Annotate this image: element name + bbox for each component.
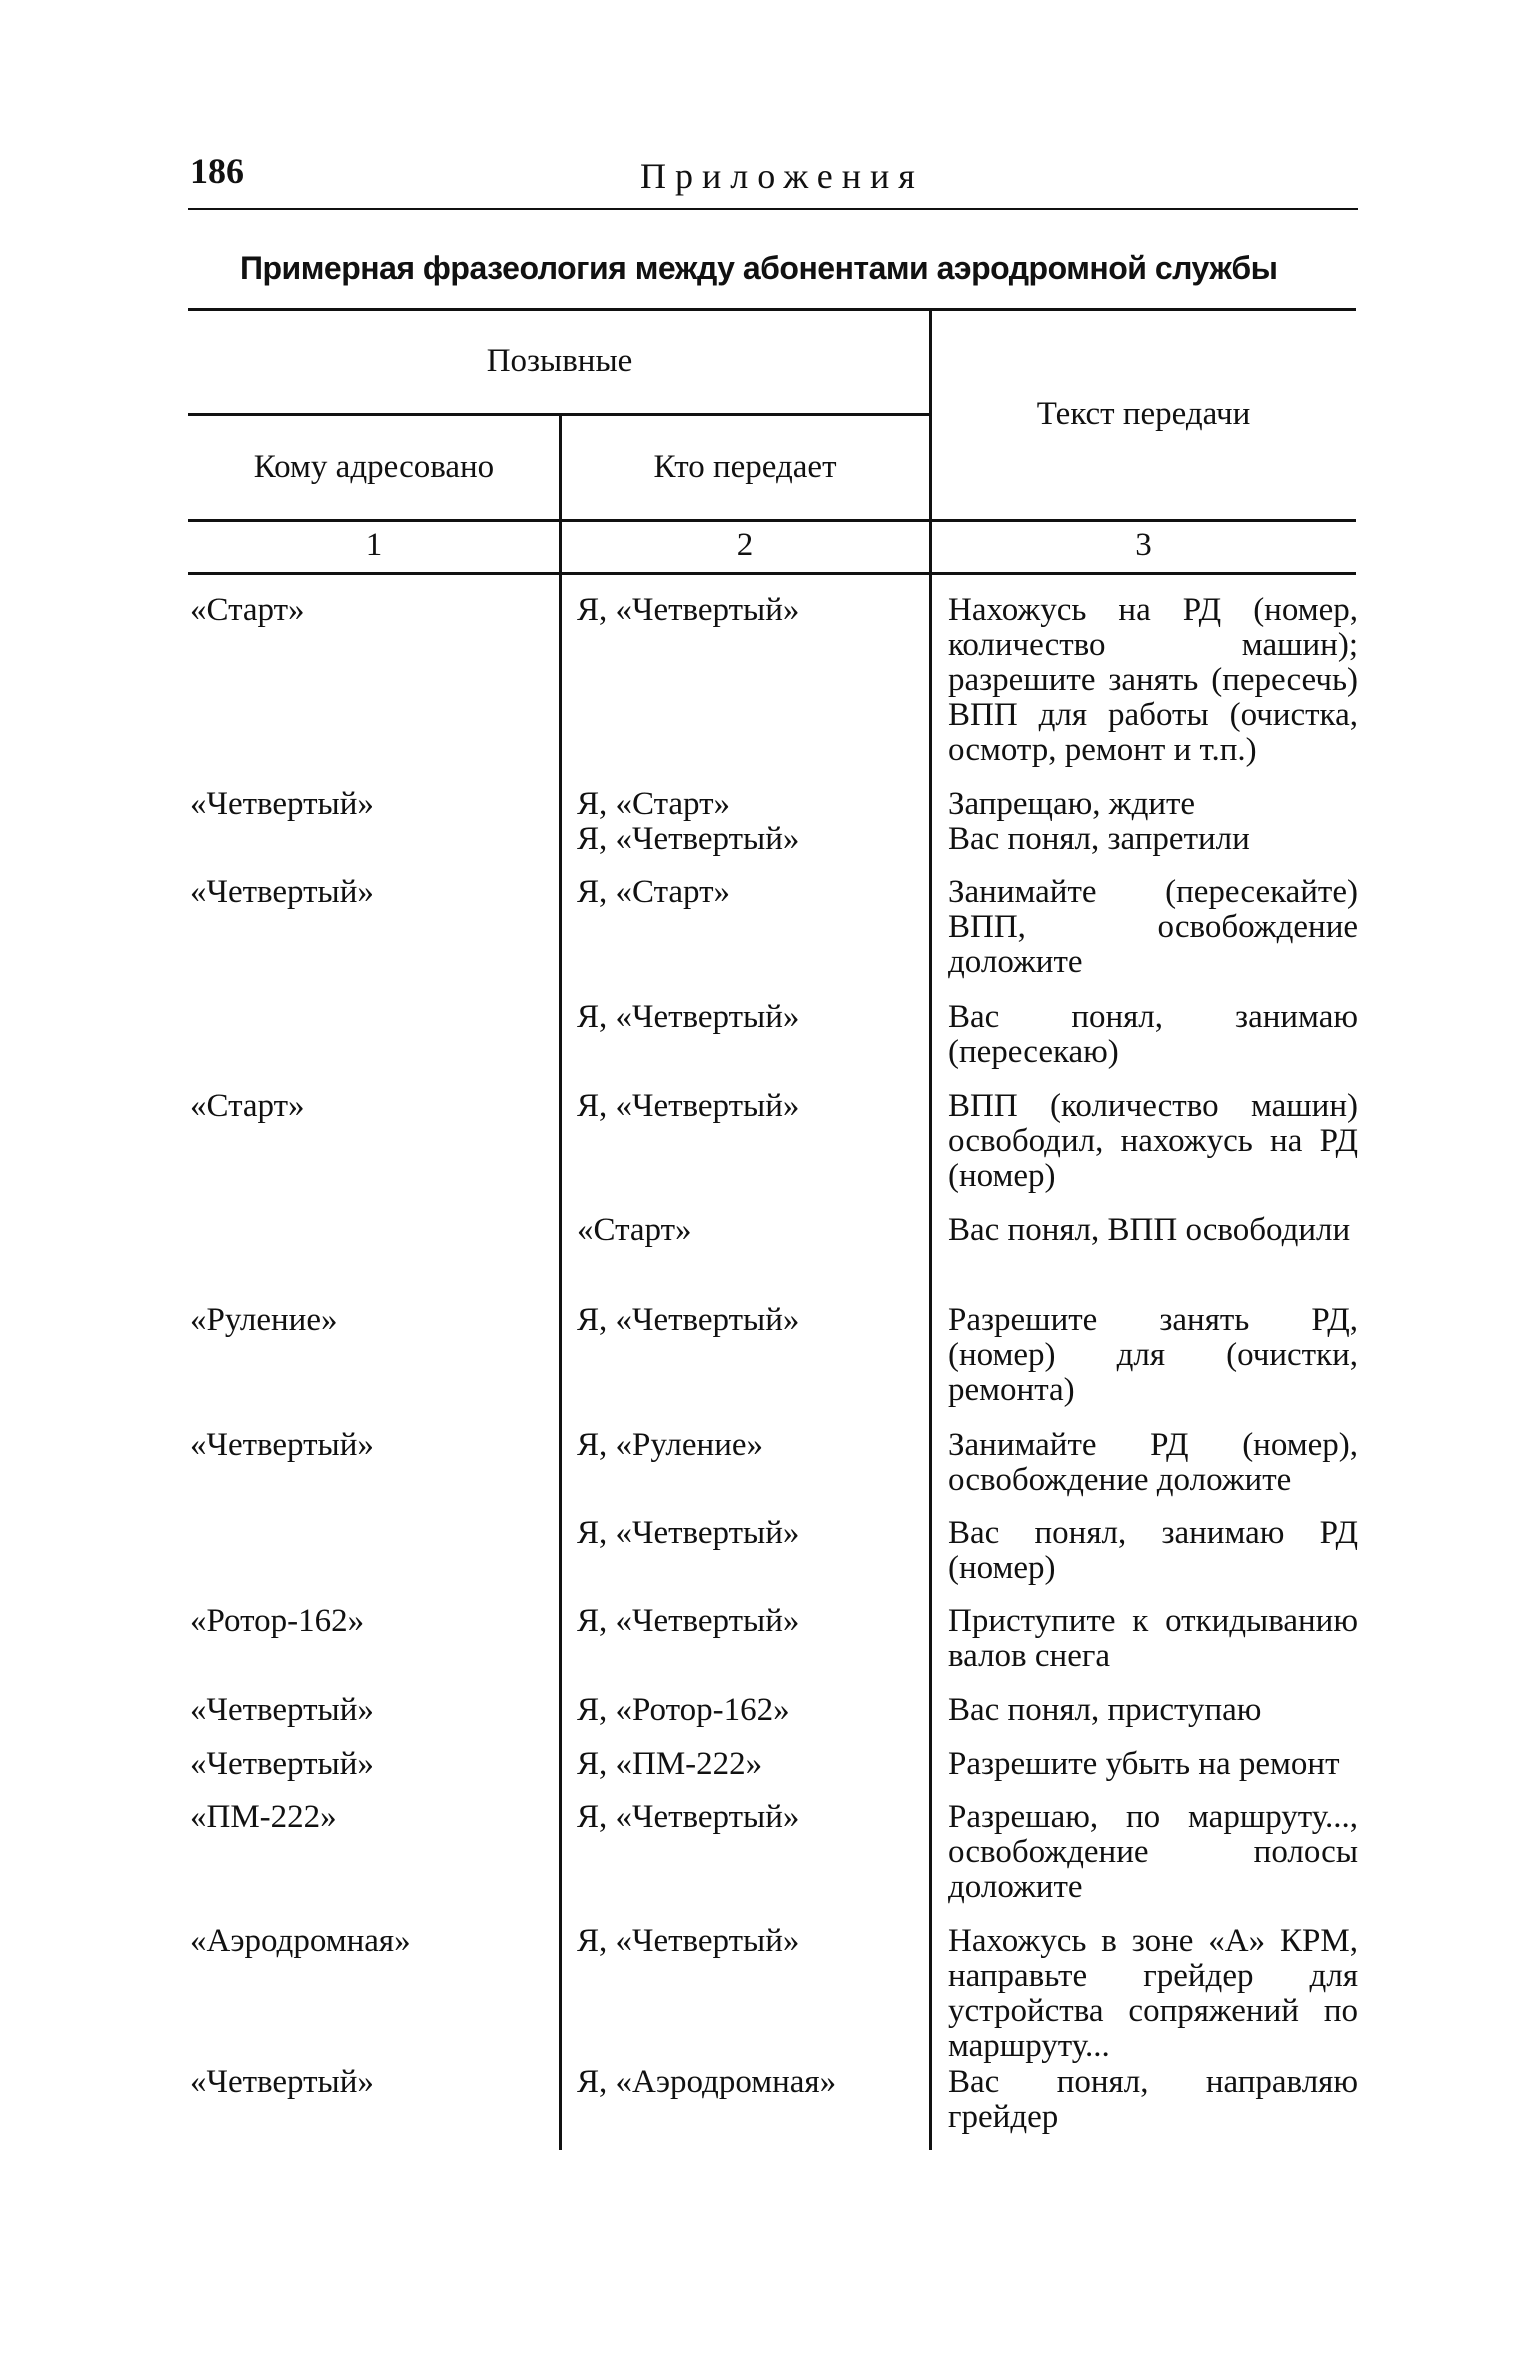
message-cell: Вас понял, запретили [948,821,1250,857]
sender-cell: Я, «Четвертый» [577,999,800,1035]
table-title: Примерная фразеология между абонентами аэродромной службы [240,250,1278,286]
message-cell: Разрешите занять РД, (номер) для (очистки, ремонта) [948,1302,1358,1408]
addressee-cell: «Четвертый» [190,1746,374,1782]
message-cell: Занимайте РД (номер), освобождение доложите [948,1427,1358,1498]
sender-cell: Я, «Четвертый» [577,1923,800,1959]
addressee-cell: «Четвертый» [190,1427,374,1463]
sender-cell: Я, «Старт» [577,786,731,822]
message-cell: ВПП (количество машин) освободил, нахожусь на РД (номер) [948,1088,1358,1194]
message-cell: Нахожусь в зоне «А» КРМ, направьте грейдер для устройства сопряжений по маршруту... [948,1923,1358,2064]
message-cell: Вас понял, приступаю [948,1692,1262,1728]
sender-cell: Я, «Старт» [577,874,731,910]
addressee-cell: «Аэродромная» [190,1923,411,1959]
header-rule [188,208,1358,210]
message-cell: Занимайте (пересекайте) ВПП, освобождение доложите [948,874,1358,980]
column-number: 1 [365,527,383,563]
addressee-cell: «Старт» [190,592,305,628]
message-cell: Нахожусь на РД (номер, количество машин); разрешите занять (пересечь) ВПП для работы (очистка, осмотр, ремонт и т.п.) [948,592,1358,768]
column-number: 2 [736,527,754,563]
message-cell: Вас понял, занимаю (пересекаю) [948,999,1358,1070]
callsigns-group-header: Позывные [486,343,633,379]
col2-divider [559,415,562,2150]
message-cell: Вас понял, ВПП освободили [948,1212,1351,1248]
running-head: Приложения [640,156,924,196]
sender-cell: Я, «Четвертый» [577,1515,800,1551]
column-number: 3 [1135,527,1152,563]
addressee-cell: «Четвертый» [190,874,374,910]
sender-cell: Я, «ПМ-222» [577,1746,763,1782]
addressee-cell: «Четвертый» [190,786,374,822]
message-cell: Разрешаю, по маршруту..., освобождение полосы доложите [948,1799,1358,1905]
addressee-cell: «Руление» [190,1302,338,1338]
page-number: 186 [190,151,244,191]
header-bottom-rule [188,519,1356,522]
addressee-cell: «Старт» [190,1088,305,1124]
sender-cell: Я, «Четвертый» [577,1088,800,1124]
sender-cell: Я, «Четвертый» [577,1799,800,1835]
addressee-cell: «Четвертый» [190,1692,374,1728]
message-cell: Приступите к откидыванию валов снега [948,1603,1358,1674]
message-cell: Разрешите убыть на ремонт [948,1746,1340,1782]
table-top-rule [188,308,1356,311]
sender-cell: Я, «Руление» [577,1427,763,1463]
sender-cell: Я, «Ротор-162» [577,1692,790,1728]
message-cell: Вас понял, занимаю РД (номер) [948,1515,1358,1586]
sender-cell: Я, «Четвертый» [577,592,800,628]
addressee-cell: «Ротор-162» [190,1603,365,1639]
sender-cell: Я, «Четвертый» [577,1302,800,1338]
sender-column-header: Кто передает [653,449,837,485]
column-number-rule [188,572,1356,575]
addressee-cell: «Четвертый» [190,2064,374,2100]
addressee-cell: «ПМ-222» [190,1799,337,1835]
message-cell: Вас понял, направляю грейдер [948,2064,1358,2135]
sender-cell: «Старт» [577,1212,692,1248]
message-column-header: Текст передачи [1036,396,1251,432]
addressee-column-header: Кому адресовано [253,449,495,485]
sender-cell: Я, «Аэродромная» [577,2064,837,2100]
sender-cell: Я, «Четвертый» [577,821,800,857]
sender-cell: Я, «Четвертый» [577,1603,800,1639]
col3-divider [929,308,932,2150]
message-cell: Запрещаю, ждите [948,786,1196,822]
